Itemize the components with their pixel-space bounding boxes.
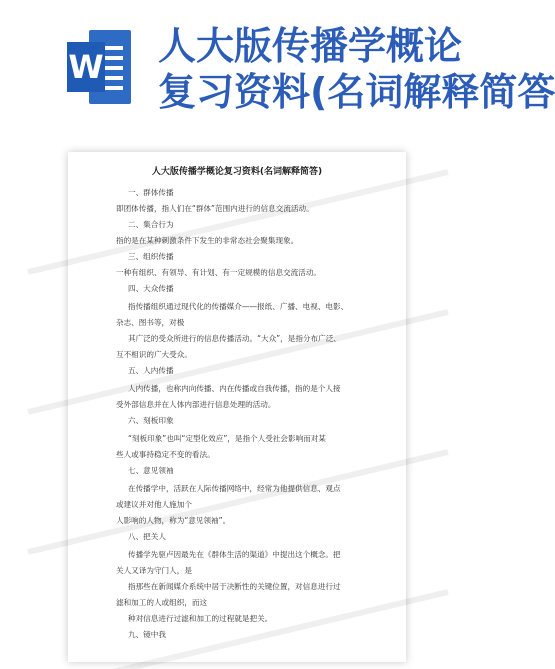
document-text-line: 三、组织传播 (128, 252, 174, 261)
document-title: 人大版传播学概论复习资料(名词解释简答) (151, 167, 323, 177)
document-text-line: 滤和加工的人或组织，而这 (116, 598, 208, 607)
word-document-icon (67, 30, 131, 104)
document-text-line: 关人又译为守门人，是 (116, 566, 192, 575)
document-text-line: 或建议并对他人施加个 (116, 500, 192, 509)
document-text-line: 四、大众传播 (128, 284, 174, 293)
document-preview (68, 152, 406, 662)
document-text-line: 指那些在新闻媒介系统中居于决断性的关键位置，对信息进行过 (128, 582, 341, 591)
page-title-line-2: 复习资料(名词解释简答 (158, 70, 555, 114)
document-text-line: 互不相识的广大受众。 (116, 350, 192, 359)
header-banner (0, 0, 555, 130)
document-text-line: 一、群体传播 (128, 188, 174, 197)
document-text-line: 受外部信息并在人体内部进行信息处理的活动。 (116, 400, 276, 409)
document-text-line: 一种有组织、有领导、有计划、有一定规模的信息交流活动。 (116, 268, 322, 277)
document-text-line: “刻板印象”也叫“定型化效应”，是指个人受社会影响而对某 (128, 434, 326, 443)
document-text-line: 指传播组织通过现代化的传播媒介——报纸、广播、电视、电影、 (128, 302, 349, 311)
document-text-line: 六、刻板印象 (128, 416, 174, 425)
document-text-line: 五、人内传播 (128, 366, 174, 375)
document-text-line: 些人或事持稳定不变的看法。 (116, 450, 215, 459)
word-icon-letter: W (67, 42, 105, 92)
document-text-line: 九、镜中我 (128, 630, 166, 639)
document-text-line: 七、意见领袖 (128, 466, 174, 475)
document-text-line: 人影响的人物，称为“意见领袖”。 (116, 516, 231, 525)
page-title-line-1: 人大版传播学概论 (158, 24, 463, 68)
document-text-line: 即团体传播，指人们在“群体”范围内进行的信息交流活动。 (116, 204, 314, 213)
document-text-line: 在传播学中，活跃在人际传播网络中，经常为他提供信息、观点 (128, 484, 341, 493)
document-text-line: 二、集合行为 (128, 220, 174, 229)
document-text-line: 杂志、图书等，对极 (116, 318, 185, 327)
document-text-line: 种对信息进行过滤和加工的过程就是把关。 (128, 614, 273, 623)
document-text-line: 其广泛的受众所进行的信息传播活动。“大众”，是指分布广泛、 (128, 334, 341, 343)
document-text-line: 人内传播，也称内向传播、内在传播或自我传播，指的是个人接 (128, 384, 341, 393)
document-text-line: 传播学先驱卢因最先在《群体生活的渠道》中提出这个概念。把 (128, 550, 341, 559)
document-text-line: 八、把关人 (128, 532, 166, 541)
document-text-line: 指的是在某种刺激条件下发生的非常态社会聚集现象。 (116, 236, 299, 245)
